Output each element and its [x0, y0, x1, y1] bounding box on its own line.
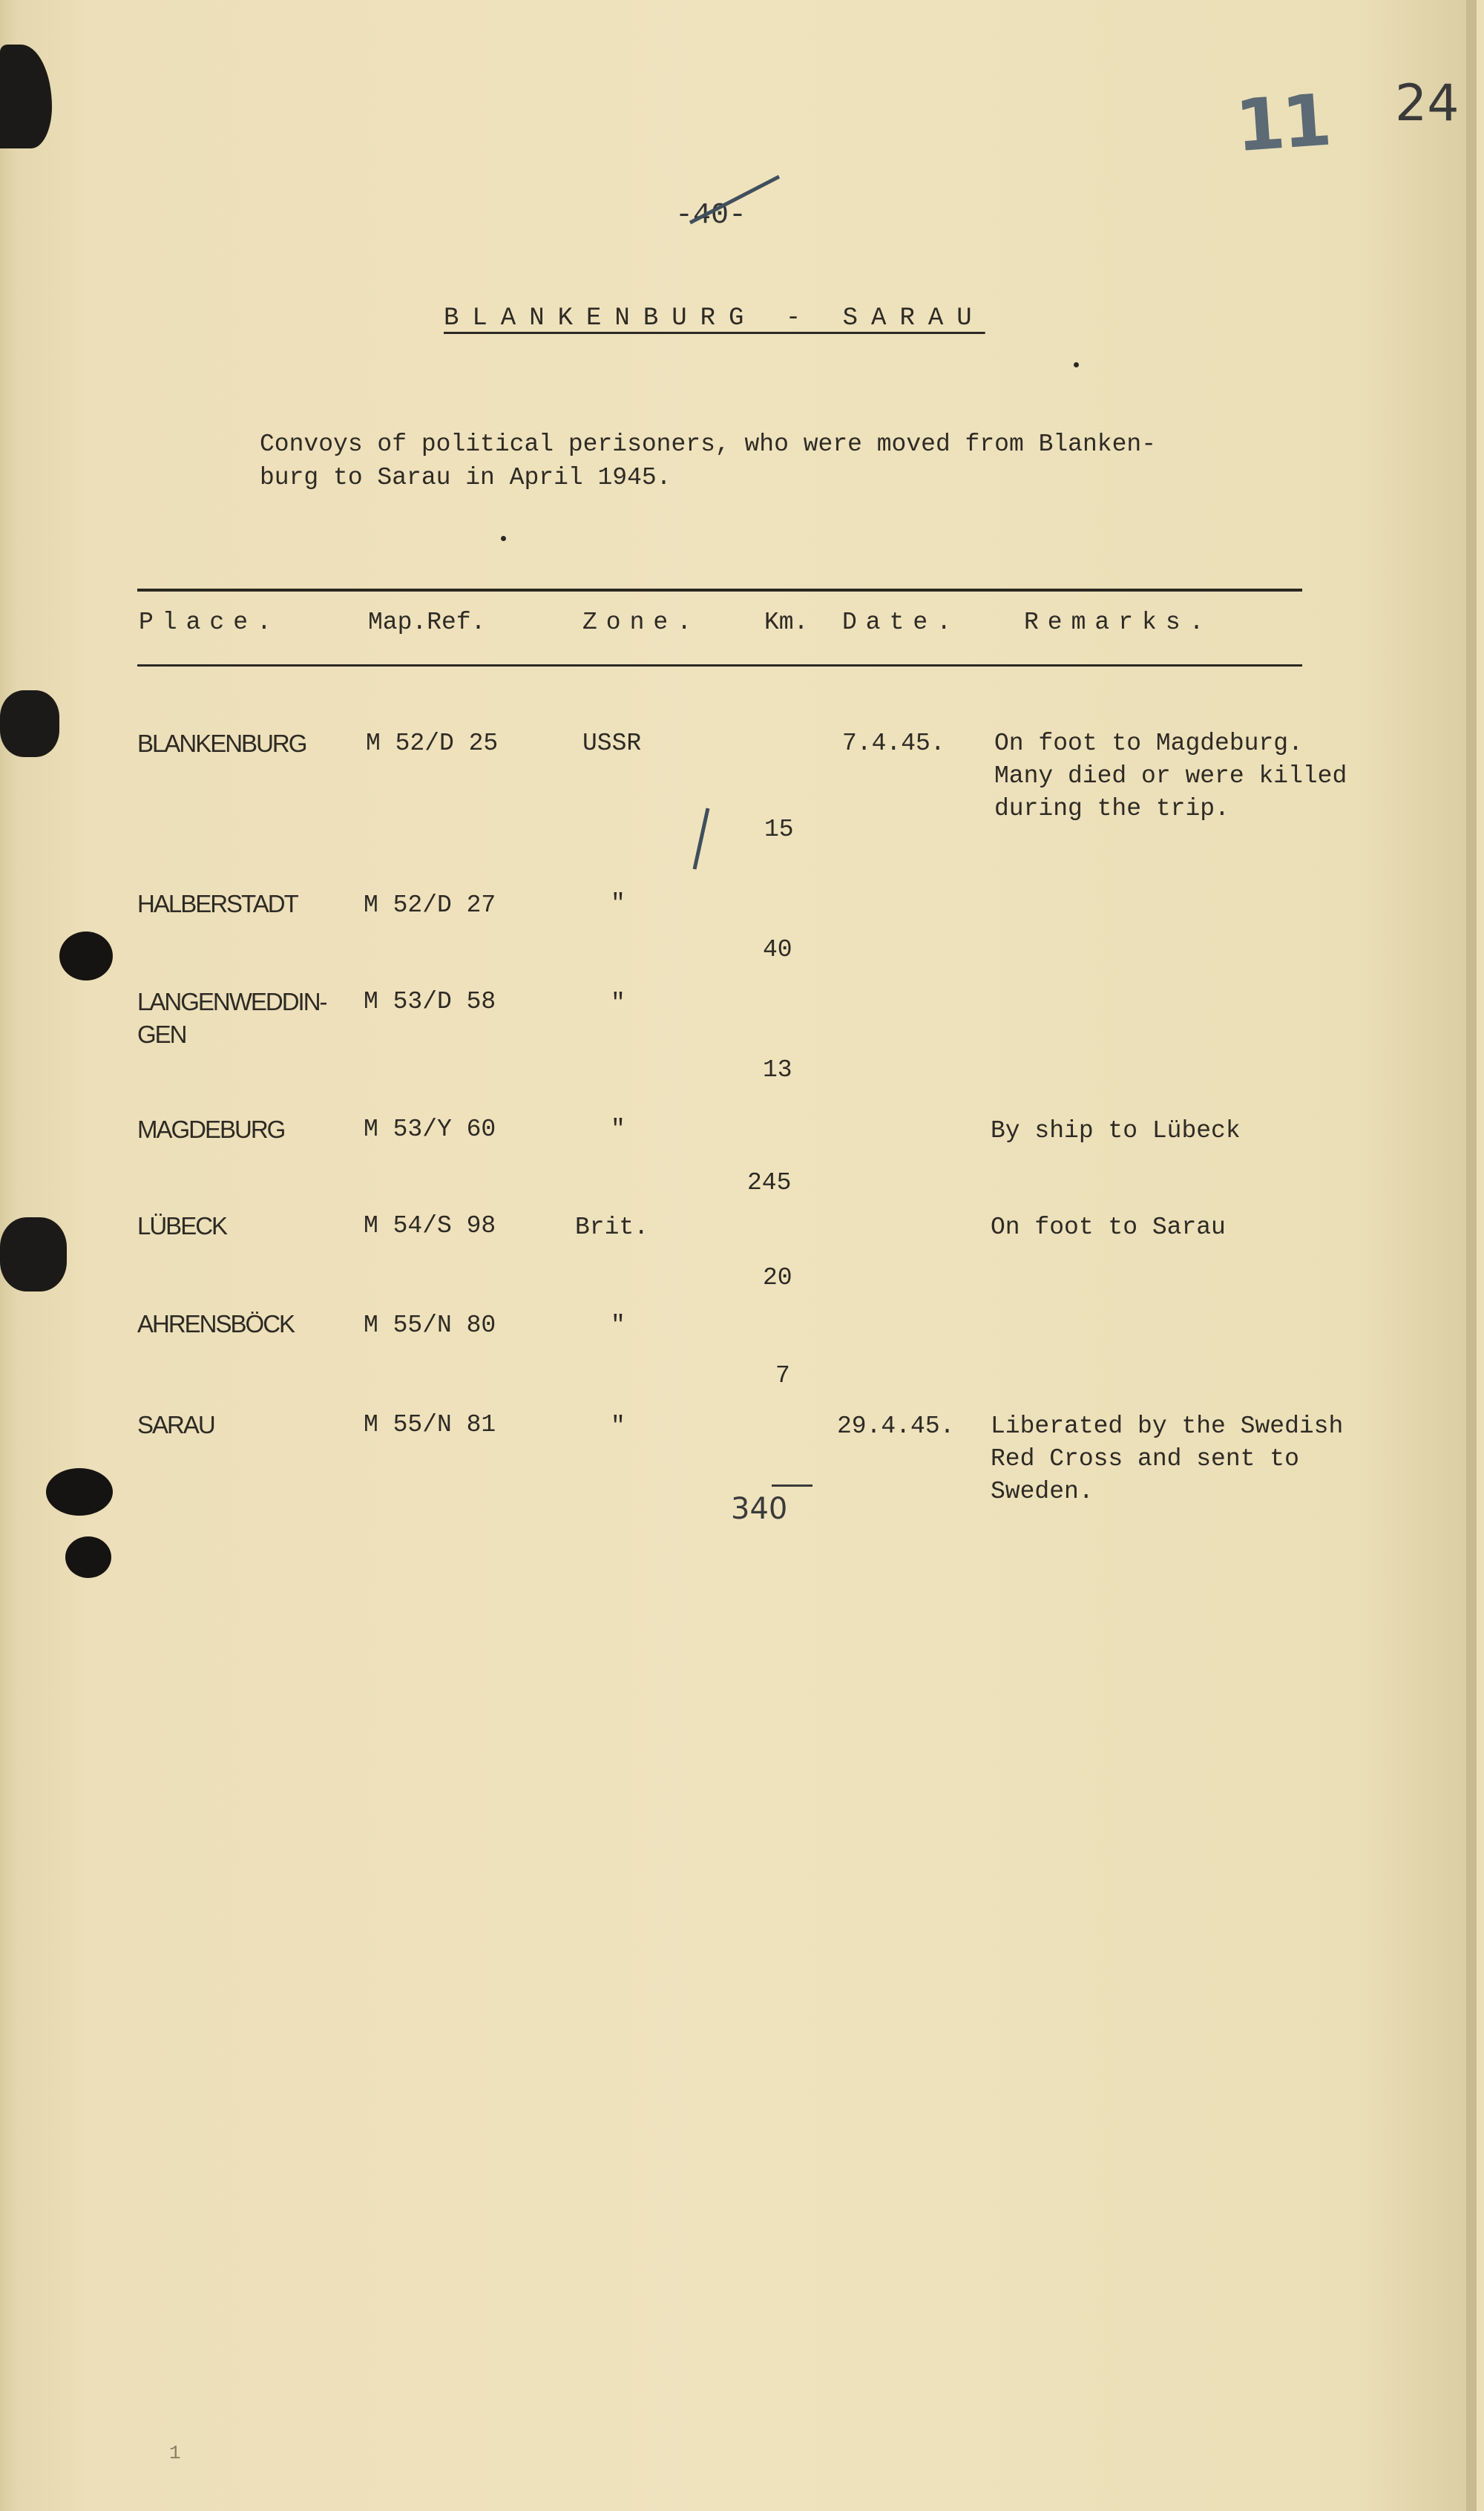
row-map-ref: M 55/N 81: [364, 1411, 496, 1438]
distance-value: 7: [775, 1362, 790, 1389]
row-place: AHRENSBÖCK: [137, 1310, 295, 1338]
folio-number: 24: [1395, 74, 1460, 133]
row-remarks: On foot to Magdeburg. Many died or were killed during the trip.: [994, 730, 1347, 822]
distance-value: 40: [763, 936, 792, 963]
ink-speck: [1074, 362, 1079, 367]
row-place: LÜBECK: [137, 1212, 227, 1240]
table-header-rule: [137, 664, 1302, 667]
header-place: Place.: [139, 609, 280, 636]
row-map-ref: M 52/D 27: [364, 891, 496, 919]
footer-mark: 1: [169, 2442, 181, 2464]
distance-value: 15: [764, 816, 794, 843]
row-map-ref: M 55/N 80: [364, 1312, 496, 1339]
row-zone: USSR: [582, 730, 642, 757]
row-place: HALBERSTADT: [137, 890, 298, 917]
handwritten-total-km: 340: [731, 1492, 788, 1526]
folio-stamp: 11: [1232, 78, 1332, 168]
row-date: 7.4.45.: [842, 730, 945, 757]
punch-hole: [46, 1468, 113, 1516]
row-zone: ": [611, 1116, 626, 1143]
punch-hole: [65, 1536, 111, 1578]
page-number: -40-: [675, 199, 747, 232]
torn-edge-mark: [0, 690, 59, 757]
row-place: MAGDEBURG: [137, 1116, 285, 1143]
torn-edge-mark: [0, 1217, 67, 1291]
intro-paragraph: [260, 428, 1298, 494]
row-remarks: Liberated by the Swedish Red Cross and sent to Sweden.: [991, 1412, 1344, 1505]
document-title: BLANKENBURG - SARAU: [444, 304, 985, 333]
row-zone: ": [611, 1312, 626, 1339]
pencil-check-mark: [690, 805, 712, 872]
page-right-edge: [1466, 0, 1477, 2511]
row-map-ref: M 53/Y 60: [364, 1116, 496, 1143]
row-place: BLANKENBURG: [137, 730, 306, 757]
distance-value: 13: [763, 1056, 792, 1084]
row-map-ref: M 54/S 98: [364, 1212, 496, 1240]
distance-value: 245: [747, 1169, 792, 1196]
row-map-ref: M 53/D 58: [364, 988, 496, 1015]
row-date: 29.4.45.: [837, 1412, 955, 1440]
row-zone: ": [611, 890, 626, 917]
distance-value: 20: [763, 1264, 792, 1291]
header-zone: Zone.: [582, 609, 701, 636]
row-place: LANGENWEDDIN- GEN: [137, 988, 326, 1048]
header-remarks: Remarks.: [1024, 609, 1213, 636]
row-remarks: On foot to Sarau: [991, 1214, 1226, 1241]
header-km: Km.: [764, 609, 809, 636]
torn-edge-mark: [0, 45, 52, 148]
row-remarks: By ship to Lübeck: [991, 1117, 1241, 1145]
row-zone: ": [611, 1412, 626, 1440]
punch-hole: [59, 932, 113, 980]
table-top-rule: [137, 589, 1302, 592]
pencil-strike-mark: [683, 171, 787, 230]
header-map-ref: Map.Ref.: [368, 609, 486, 636]
row-zone: ": [611, 989, 626, 1017]
total-underline: [772, 1484, 812, 1487]
header-date: Date.: [842, 609, 961, 636]
row-map-ref: M 52/D 25: [366, 730, 499, 757]
row-place: SARAU: [137, 1411, 214, 1438]
intro-text: Convoys of political perisoners, who were moved from Blanken- burg to Sarau in April 1945.: [260, 430, 1156, 491]
ink-speck: [501, 536, 506, 541]
row-zone: Brit.: [575, 1214, 649, 1241]
